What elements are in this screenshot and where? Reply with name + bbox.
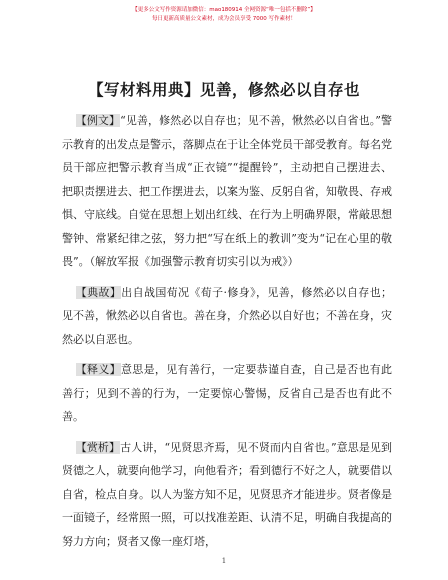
paragraph-text: 意思是，见有善行，一定要恭谨自查，自己是否也有此善行；见到不善的行为，一定要惊心警惕，反省自己是否也有此不善。 [62,363,393,423]
document-body [62,109,392,553]
page-title: 【写材料用典】见善，修然必以自存也 [87,81,360,99]
header-banner [0,6,448,24]
paragraph-appreciation [62,436,392,554]
banner-line-2: 每日更新高质量公文素材，成为会员享受 7000 写作素材！ [152,16,296,22]
paragraph-meaning [62,358,392,429]
banner-line-1: 【更多公文写作资源请加微信：mao180914 全网资源“唯一包括不删除”】 [132,7,316,13]
page-number: 1 [221,557,227,565]
section-tag: 【赏析】 [75,440,121,454]
section-tag: 【释义】 [75,363,121,376]
paragraph-source [62,281,392,352]
paragraph-text: 古人讲，“见贤思齐焉，见不贤而内自省也。”意思是见到贤德之人，就要向他学习，向他看齐；看到德行不好之人，就要借以自省，检点自身。以人为鉴方知不足，见贤思齐才能进步。贤者像是一面镜子，经常照一照，可以找准差距、认清不足，明确自我提高的努力方向；贤者又像一座灯塔， [62,440,393,548]
section-tag: 【例文】 [75,114,121,127]
section-tag: 【典故】 [75,285,122,299]
paragraph-example [62,109,392,274]
paragraph-text: 出自战国荀况《荀子·修身》，见善，修然必以自存也；见不善，愀然必以自省也。善在身，介然必以自好也；不善在身，灾然必以自恶也。 [62,285,392,346]
paragraph-text: “见善，修然必以自存也；见不善，愀然必以自省也。”警示教育的出发点是警示，落脚点在于让全体党员干部受教育。每名党员干部应把警示教育当成“正衣镜”“提醒铃”，主动把自己摆进去、把职责摆进去、把工作摆进去，以案为鉴、反躬自省，知敬畏、存戒惧、守底线。自觉在思想上划出红线、在行为上明确界限，常敲思想警钟、常紧纪律之弦，努力把“写在纸上的教训”变为“记在心里的敬畏”。（解放军报《加强警示教育切实引以为戒》） [62,114,393,268]
